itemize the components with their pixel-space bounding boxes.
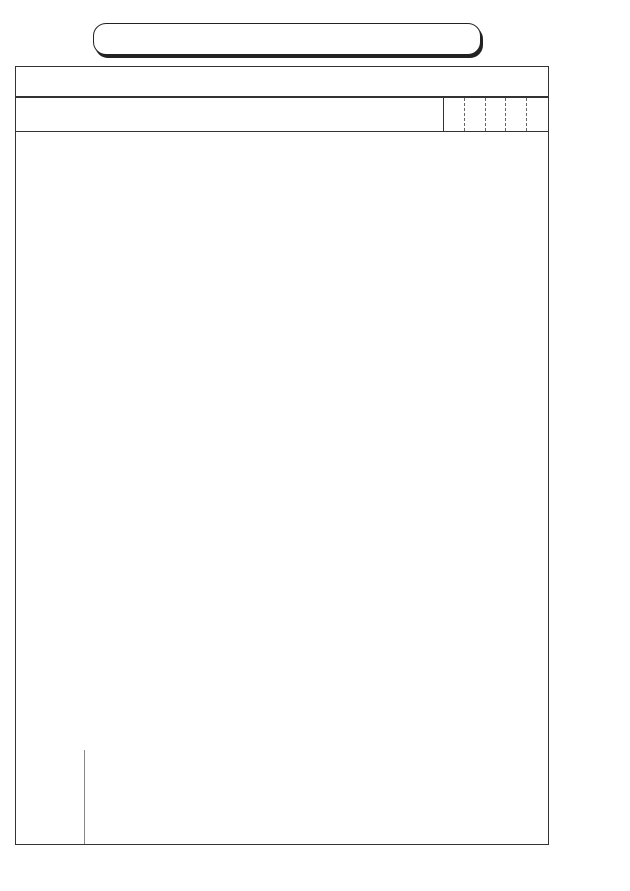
divider <box>84 750 86 844</box>
survey-form <box>15 97 549 845</box>
header-scale-3 <box>486 98 507 131</box>
header-scale-5 <box>444 98 465 131</box>
page-title <box>93 23 481 55</box>
etc-opinion[interactable] <box>16 750 548 844</box>
table-header <box>16 98 548 132</box>
header-scale-2 <box>506 98 527 131</box>
header-scale-1 <box>527 98 548 131</box>
header-scale-4 <box>465 98 486 131</box>
header-item-label <box>16 98 444 131</box>
notice-box <box>15 66 549 97</box>
